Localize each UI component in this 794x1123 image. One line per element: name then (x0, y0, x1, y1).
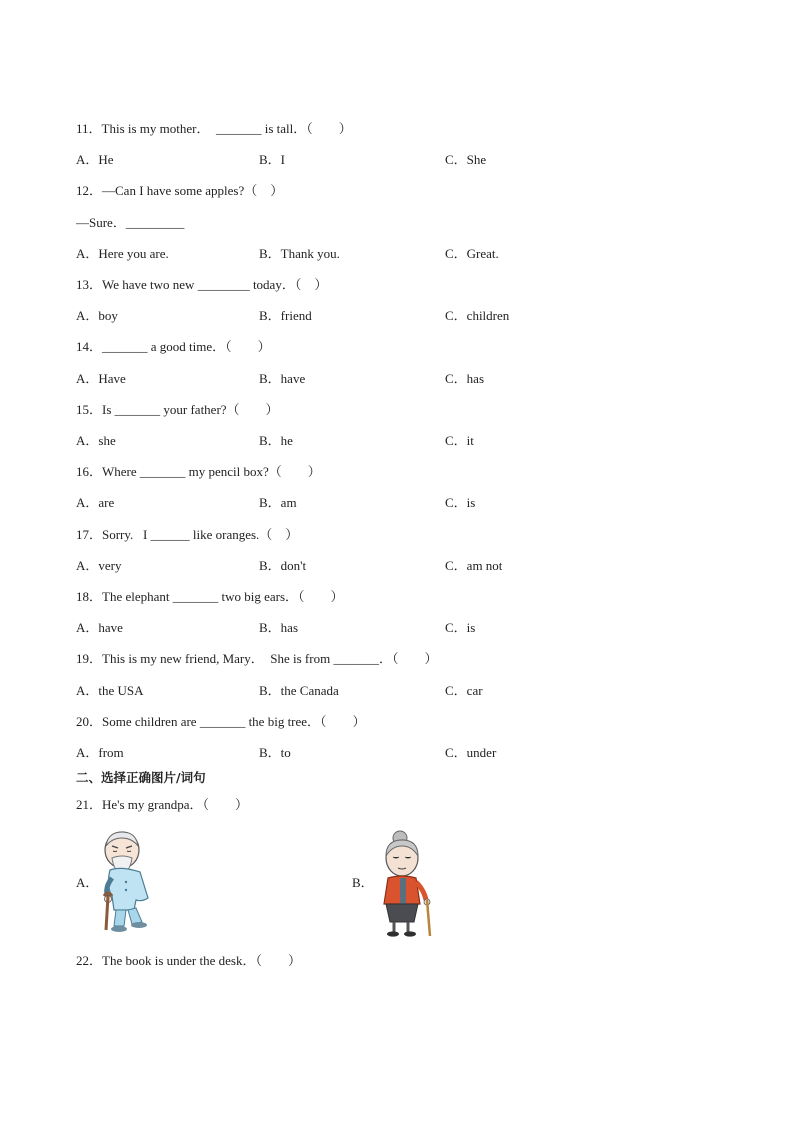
question-14: 14．_______ a good time．（ ） (76, 339, 271, 354)
question-16: 16．Where _______ my pencil box?（ ） (76, 464, 321, 479)
q14-option-b: B．have (259, 371, 306, 386)
question-19: 19．This is my new friend, Mary． She is from _______．（ ） (76, 651, 438, 666)
q15-option-c: C．it (445, 433, 474, 448)
q18-option-a: A．have (76, 620, 123, 635)
q21-option-a-label: A． (76, 875, 99, 890)
q11-option-b: B．I (259, 152, 286, 167)
question-15: 15．Is _______ your father?（ ） (76, 402, 279, 417)
q12-option-b: B．Thank you. (259, 246, 340, 261)
q19-option-c: C．car (445, 683, 483, 698)
question-12: 12．—Can I have some apples?（ ） (76, 183, 284, 198)
q15-option-a: A．she (76, 433, 116, 448)
q19-option-b: B．the Canada (259, 683, 339, 698)
q14-option-a: A．Have (76, 371, 126, 386)
question-11: 11．This is my mother． _______ is tall．（ ） (76, 121, 352, 136)
q20-option-c: C．under (445, 745, 497, 760)
q19-option-a: A．the USA (76, 683, 144, 698)
q13-option-a: A．boy (76, 308, 118, 323)
q14-option-c: C．has (445, 371, 485, 386)
question-20: 20．Some children are _______ the big tree．（ ） (76, 714, 366, 729)
q13-option-c: C．children (445, 308, 510, 323)
q17-option-a: A．very (76, 558, 122, 573)
q18-option-c: C．is (445, 620, 476, 635)
question-12-reply: —Sure．_________ (76, 215, 185, 230)
q16-option-c: C．is (445, 495, 476, 510)
q11-option-a: A．He (76, 152, 114, 167)
question-21: 21．He's my grandpa．（ ） (76, 797, 249, 812)
q18-option-b: B．has (259, 620, 299, 635)
q16-option-b: B．am (259, 495, 297, 510)
q20-option-b: B．to (259, 745, 291, 760)
q21-option-b-label: B． (352, 875, 374, 890)
q17-option-c: C．am not (445, 558, 503, 573)
q12-option-a: A．Here you are. (76, 246, 169, 261)
q20-option-a: A．from (76, 745, 124, 760)
q16-option-a: A．are (76, 495, 115, 510)
q13-option-b: B．friend (259, 308, 312, 323)
question-22: 22．The book is under the desk．（ ） (76, 953, 301, 968)
grandpa-picture (96, 826, 168, 934)
question-13: 13．We have two new ________ today．（ ） (76, 277, 328, 292)
section-2-title: 二、选择正确图片/词句 (76, 770, 206, 785)
q15-option-b: B．he (259, 433, 293, 448)
grandma-picture (372, 830, 440, 938)
q12-option-c: C．Great. (445, 246, 499, 261)
q11-option-c: C．She (445, 152, 487, 167)
question-18: 18．The elephant _______ two big ears．（ ） (76, 589, 344, 604)
question-17: 17．Sorry. I ______ like oranges.（ ） (76, 527, 299, 542)
q17-option-b: B．don't (259, 558, 307, 573)
